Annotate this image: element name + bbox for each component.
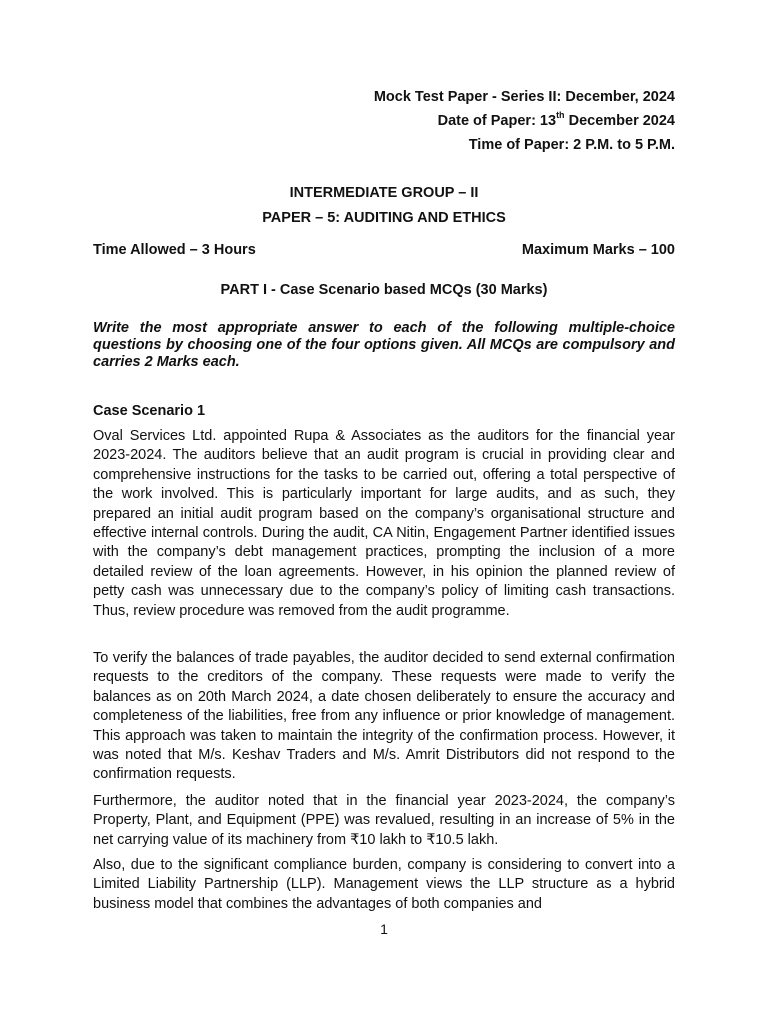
page-number: 1: [380, 921, 388, 937]
paragraph-3: Furthermore, the auditor noted that in the financial year 2023-2024, the company’s Property, Plant, and Equipment (PPE) was revalued, resulting in an increase of 5% in the net carrying value of its machinery from ₹10 lakh to ₹10.5 lakh.: [93, 793, 675, 848]
paragraph-4: Also, due to the significant compliance burden, company is considering to convert into a Limited Liability Partnership (LLP). Management views the LLP structure as a hybrid business model that combines the advantages of both companies and: [93, 857, 675, 912]
series-line: Mock Test Paper - Series II: December, 2024: [373, 89, 675, 105]
paper-title: PAPER – 5: AUDITING AND ETHICS: [262, 210, 506, 226]
date-superscript: th: [556, 110, 565, 121]
time-line: Time of Paper: 2 P.M. to 5 P.M.: [468, 137, 675, 153]
instructions: Write the most appropriate answer to each of the following multiple-choice questions by choosing one of the four options given. All MCQs are compulsory and carries 2 Marks each.: [93, 320, 675, 370]
paragraph-2: To verify the balances of trade payables, the auditor decided to send external confirmation requests to the creditors of the company. These requests were made to verify the balances as on 20th March 2024, a date chosen deliberately to ensure the accuracy and completeness of the liabilities, free from any influence or prior knowledge of management. This approach was taken to maintain the integrity of the confirmation process. However, it was noted that M/s. Keshav Traders and M/s. Amrit Distributors did not respond to the confirmation requests.: [93, 650, 675, 783]
group-title: INTERMEDIATE GROUP – II: [289, 185, 479, 201]
maximum-marks: Maximum Marks – 100: [521, 242, 675, 258]
time-allowed: Time Allowed – 3 Hours: [93, 242, 256, 258]
date-line: [438, 112, 675, 130]
date-prefix: Date of Paper: 13: [437, 113, 557, 129]
case-scenario-title: Case Scenario 1: [93, 403, 206, 419]
document-page: [93, 0, 675, 1024]
date-suffix: December 2024: [564, 113, 675, 129]
paragraph-1: Oval Services Ltd. appointed Rupa & Associates as the auditors for the financial year 2023-2024. The auditors believe that an audit program is crucial in providing clear and comprehensive instructions for the tasks to be carried out, offering a total perspective of the work involved. This is particularly important for large audits, and as such, they prepared an initial audit program based on the company’s organisational structure and effective internal controls. During the audit, CA Nitin, Engagement Partner identified issues with the company’s debt management practices, prompting the inclusion of a more detailed review of the loan agreements. However, in his opinion the planned review of petty cash was unnecessary due to the company’s policy of limiting cash transactions. Thus, review procedure was removed from the audit programme.: [93, 428, 675, 619]
part-title: PART I - Case Scenario based MCQs (30 Marks): [220, 282, 548, 298]
